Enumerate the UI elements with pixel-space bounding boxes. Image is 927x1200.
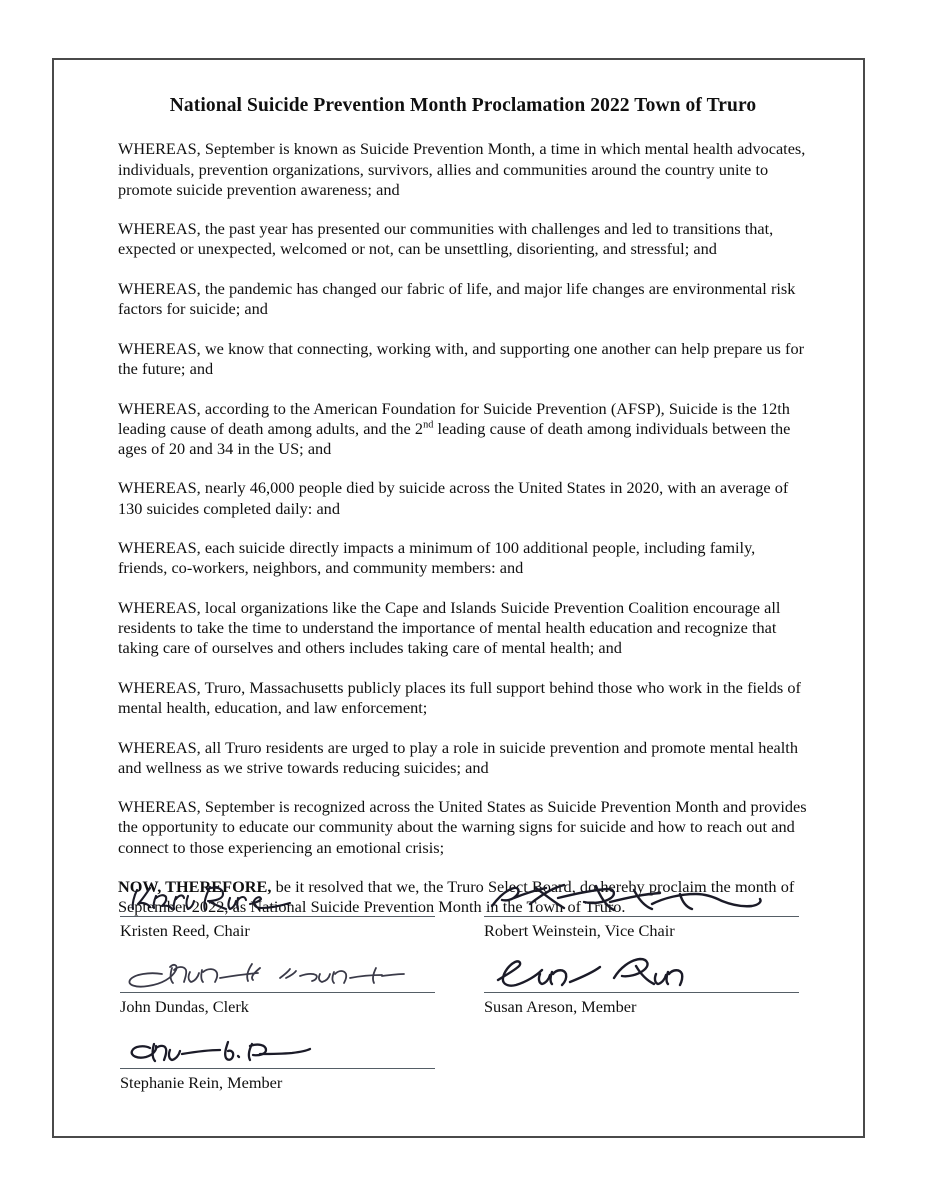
signature-cell-stephanie-rein (120, 1030, 435, 1093)
whereas-clause-recognized: WHEREAS, September is recognized across the United States as Suicide Prevention Month and provides the opportunity to educate our community about the warning signs for suicide and how to reach out and connect to those experiencing an emotional crisis; (118, 797, 807, 857)
whereas-clause-pandemic: WHEREAS, the pandemic has changed our fabric of life, and major life changes are environmental risk factors for suicide; and (118, 279, 796, 319)
whereas-clause-transitions: WHEREAS, the past year has presented our communities with challenges and led to transitions that, expected or unexpected, welcomed or not, can be unsettling, disorienting, and stressful; and (118, 219, 774, 259)
signature-cell-robert-weinstein (484, 878, 799, 941)
whereas-clause-residents: WHEREAS, all Truro residents are urged to play a role in suicide prevention and promote mental health and wellness as we strive towards reducing suicides; and (118, 737, 798, 777)
signature-cell-susan-areson (484, 954, 799, 1017)
signatory-name: Susan Areson, Member (484, 997, 637, 1016)
signatory-name: Stephanie Rein, Member (120, 1073, 283, 1092)
susan-areson-signature (484, 954, 799, 992)
john-dundas-signature (120, 954, 435, 992)
kristen-reed-signature (120, 878, 435, 916)
whereas-clause-awareness: WHEREAS, September is known as Suicide Prevention Month, a time in which mental health advocates, individuals, prevention organizations, survivors, allies and communities around the country unite to promote suicide prevention awareness; and (118, 139, 806, 199)
signatory-name: John Dundas, Clerk (120, 997, 249, 1016)
stephanie-rein-signature (120, 1030, 435, 1068)
signature-row (118, 954, 808, 1030)
whereas-clause-support: WHEREAS, Truro, Massachusetts publicly places its full support behind those who work in the fields of mental health, education, and law enforcement; (118, 677, 801, 717)
signature-row (118, 1030, 808, 1106)
robert-weinstein-signature (484, 878, 799, 916)
page-title: National Suicide Prevention Month Proclamation 2022 Town of Truro (169, 95, 757, 116)
document-body (118, 94, 808, 931)
whereas-clause-connecting: WHEREAS, we know that connecting, working with, and supporting one another can help prepare us for the future; and (118, 338, 805, 378)
whereas-clause-impacts: WHEREAS, each suicide directly impacts a minimum of 100 additional people, including family, friends, co-workers, neighbors, and community members: and (118, 538, 756, 578)
signatory-name: Robert Weinstein, Vice Chair (484, 921, 675, 940)
whereas-clause-coalition: WHEREAS, local organizations like the Cape and Islands Suicide Prevention Coalition encourage all residents to take the time to understand the importance of mental health education and recognize that taking care of ourselves and others includes taking care of mental health; and (118, 597, 781, 658)
resolution-lead: NOW, THEREFORE, (118, 877, 272, 897)
afsp-text-after-superscript: leading cause of death among individuals between the ages of 20 and 34 in the US; and (118, 418, 791, 458)
afsp-text-before-superscript: WHEREAS, according to the American Foundation for Suicide Prevention (AFSP), Suicide is the 12th leading cause of death among adults, and the 2 (118, 398, 790, 438)
whereas-clause-afsp (118, 399, 808, 459)
signature-cell-john-dundas (120, 954, 435, 1017)
signature-block (118, 878, 808, 1106)
signature-row (118, 878, 808, 954)
ordinal-superscript: nd (423, 419, 434, 431)
resolution-text: be it resolved that we, the Truro Select Board, do hereby proclaim the month of September 2022, as National Suicide Prevention Month in the Town of Truro. (118, 877, 795, 917)
whereas-clause-statistics: WHEREAS, nearly 46,000 people died by suicide across the United States in 2020, with an average of 130 suicides completed daily: and (118, 478, 789, 518)
proclamation-page (52, 58, 865, 1138)
signatory-name: Kristen Reed, Chair (120, 921, 250, 940)
signature-cell-kristen-reed (120, 878, 435, 941)
